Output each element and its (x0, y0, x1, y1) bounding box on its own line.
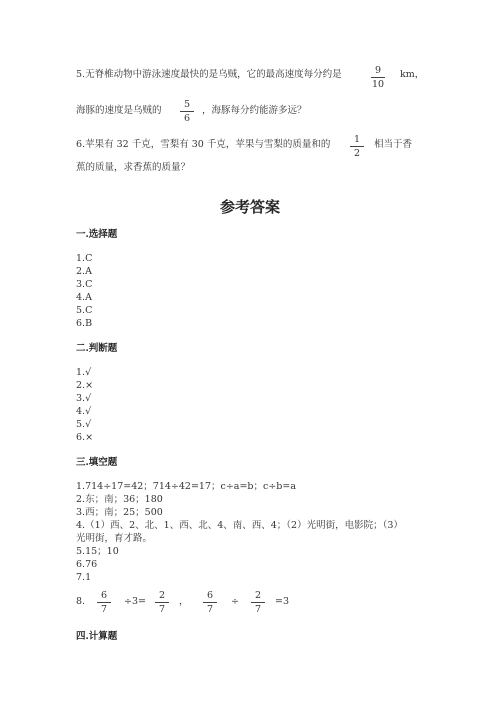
fraction-numerator: 6 (100, 590, 108, 601)
q5-line1-text: 5.无脊椎动物中游泳速度最快的是乌贼，它的最高速度每分约是 (76, 69, 342, 80)
choice-answer-item: 4.A (76, 292, 92, 303)
q5-fraction-9-10 (371, 65, 385, 90)
fraction-bar (350, 146, 364, 147)
choice-answer-item: 3.C (76, 279, 93, 290)
item8-fraction-6-7-second (203, 590, 217, 615)
section-title-judgement: 二.判断题 (76, 343, 118, 354)
fill-answer-item: 7.1 (76, 572, 92, 583)
fill-answer-item: 2.东；南；36；180 (76, 494, 163, 505)
fill-answer-item: 6.76 (76, 559, 98, 570)
judgement-answer-item: 6.× (76, 432, 94, 443)
fraction-denominator: 7 (206, 604, 214, 615)
fill-answer-item-8-prefix: 8. (76, 596, 86, 607)
q5-line2-tail: ，海豚每分约能游多远？ (202, 105, 307, 116)
item8-fraction-2-7-second (251, 590, 265, 615)
fraction-denominator: 6 (183, 113, 191, 124)
q5-fraction-5-6 (180, 99, 194, 124)
judgement-answer-item: 4.√ (76, 406, 92, 417)
choice-answer-item: 2.A (76, 266, 92, 277)
fraction-bar (203, 602, 217, 603)
fraction-bar (251, 602, 265, 603)
fill-answer-item: 4.（1）西、2、北、1、西、北、4、南、西、4；（2）光明街，电影院；（3） (76, 520, 403, 531)
fraction-denominator: 7 (158, 604, 166, 615)
fraction-numerator: 6 (206, 590, 214, 601)
judgement-answer-item: 1.√ (76, 367, 92, 378)
fraction-numerator: 5 (183, 99, 191, 110)
choice-answer-item: 6.B (76, 318, 93, 329)
fill-answer-item: 5.15；10 (76, 546, 119, 557)
fraction-denominator: 10 (371, 79, 385, 90)
fraction-bar (97, 602, 111, 603)
choice-answer-item: 1.C (76, 253, 93, 264)
fraction-bar (180, 111, 194, 112)
q6-fraction-1-2 (350, 134, 364, 159)
section-title-choice: 一.选择题 (76, 229, 118, 240)
fill-answer-item: 3.西；南；25；500 (76, 507, 163, 518)
fill-answer-item: 1.714÷17=42；714÷42=17；c÷a=b；c÷b=a (76, 481, 296, 492)
item8-operator-divide-3: ÷3= (124, 596, 146, 607)
q5-line2-text: 海豚的速度是乌贼的 (76, 105, 162, 116)
item8-result: =3 (275, 596, 290, 607)
q5-unit: km， (400, 69, 425, 80)
q6-line1-text: 6.苹果有 32 千克，雪梨有 30 千克，苹果与雪梨的质量和的 (76, 139, 331, 150)
item8-fraction-2-7 (155, 590, 169, 615)
fraction-numerator: 2 (254, 590, 262, 601)
judgement-answer-item: 3.√ (76, 393, 92, 404)
fraction-numerator: 1 (353, 134, 361, 145)
fraction-bar (371, 77, 385, 78)
section-title-calculation: 四.计算题 (76, 631, 118, 642)
fraction-denominator: 2 (353, 148, 361, 159)
item8-operator-divide: ÷ (231, 596, 239, 607)
judgement-answer-item: 5.√ (76, 419, 92, 430)
fraction-denominator: 7 (254, 604, 262, 615)
fraction-bar (155, 602, 169, 603)
q6-line1-tail: 相当于香 (374, 139, 413, 150)
item8-fraction-6-7 (97, 590, 111, 615)
fraction-numerator: 9 (374, 65, 382, 76)
item8-separator: ， (179, 596, 189, 607)
choice-answer-item: 5.C (76, 305, 93, 316)
judgement-answer-item: 2.× (76, 380, 94, 391)
fraction-numerator: 2 (158, 590, 166, 601)
answer-title: 参考答案 (219, 198, 280, 216)
fill-answer-item: 光明街，育才路。 (76, 533, 153, 544)
fraction-denominator: 7 (100, 604, 108, 615)
section-title-fill: 三.填空题 (76, 457, 118, 468)
q6-line2-text: 蕉的质量，求香蕉的质量？ (76, 162, 191, 173)
